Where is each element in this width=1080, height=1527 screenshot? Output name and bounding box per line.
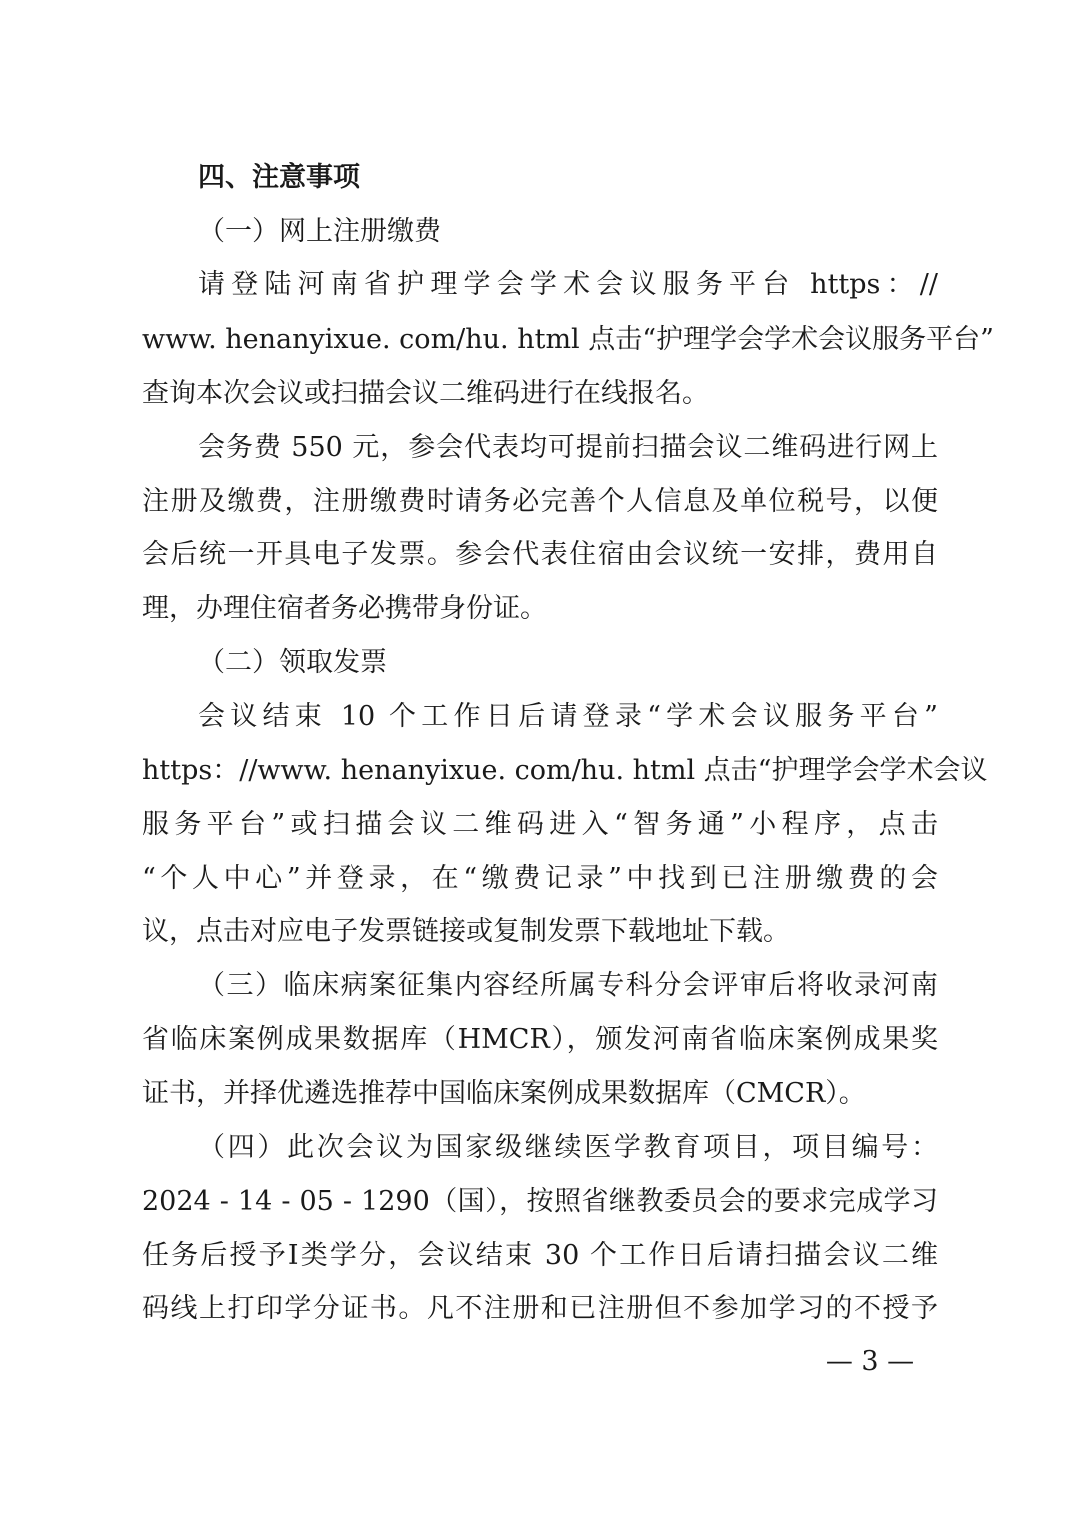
- paragraph-line: 查询本次会议或扫描会议二维码进行在线报名。: [142, 378, 709, 409]
- paragraph-line: 服务平台”或扫描会议二维码进入“智务通”小程序，点击: [142, 809, 938, 840]
- paragraph-line: 证书，并择优遴选推荐中国临床案例成果数据库（CMCR）。: [142, 1078, 866, 1109]
- paragraph-line: 会务费 550 元，参会代表均可提前扫描会议二维码进行网上: [198, 432, 938, 463]
- paragraph-line: 省临床案例成果数据库（HMCR），颁发河南省临床案例成果奖: [142, 1024, 938, 1055]
- paragraph-line: 任务后授予Ⅰ类学分，会议结束 30 个工作日后请扫描会议二维: [142, 1240, 938, 1271]
- paragraph-line: （三）临床病案征集内容经所属专科分会评审后将收录河南: [198, 970, 938, 1001]
- paragraph-line: 会议结束 10 个工作日后请登录“学术会议服务平台”: [198, 701, 938, 732]
- paragraph-line: 会后统一开具电子发票。参会代表住宿由会议统一安排，费用自: [142, 539, 938, 570]
- paragraph-line: https：//www. henanyixue. com/hu. html 点击“护理学会学术会议: [142, 755, 988, 786]
- paragraph-line: （四）此次会议为国家级继续医学教育项目，项目编号：: [198, 1132, 938, 1163]
- subsection-heading-online-registration: （一）网上注册缴费: [198, 216, 441, 247]
- paragraph-line: 注册及缴费，注册缴费时请务必完善个人信息及单位税号，以便: [142, 486, 938, 517]
- subsection-heading-invoice: （二）领取发票: [198, 647, 387, 678]
- page-number: — 3 —: [825, 1346, 915, 1377]
- paragraph-line: 2024 - 14 - 05 - 1290（国），按照省继教委员会的要求完成学习: [142, 1186, 938, 1217]
- paragraph-line: 理，办理住宿者务必携带身份证。: [142, 593, 547, 624]
- paragraph-line: www. henanyixue. com/hu. html 点击“护理学会学术会议服务平台”: [142, 324, 994, 355]
- paragraph-line: “个人中心”并登录，在“缴费记录”中找到已注册缴费的会: [142, 863, 938, 894]
- paragraph-line: 码线上打印学分证书。凡不注册和已注册但不参加学习的不授予: [142, 1293, 938, 1324]
- paragraph-line: 请登陆河南省护理学会学术会议服务平台 https：//: [198, 269, 938, 300]
- paragraph-line: 议，点击对应电子发票链接或复制发票下载地址下载。: [142, 916, 790, 947]
- section-heading: 四、注意事项: [198, 162, 360, 193]
